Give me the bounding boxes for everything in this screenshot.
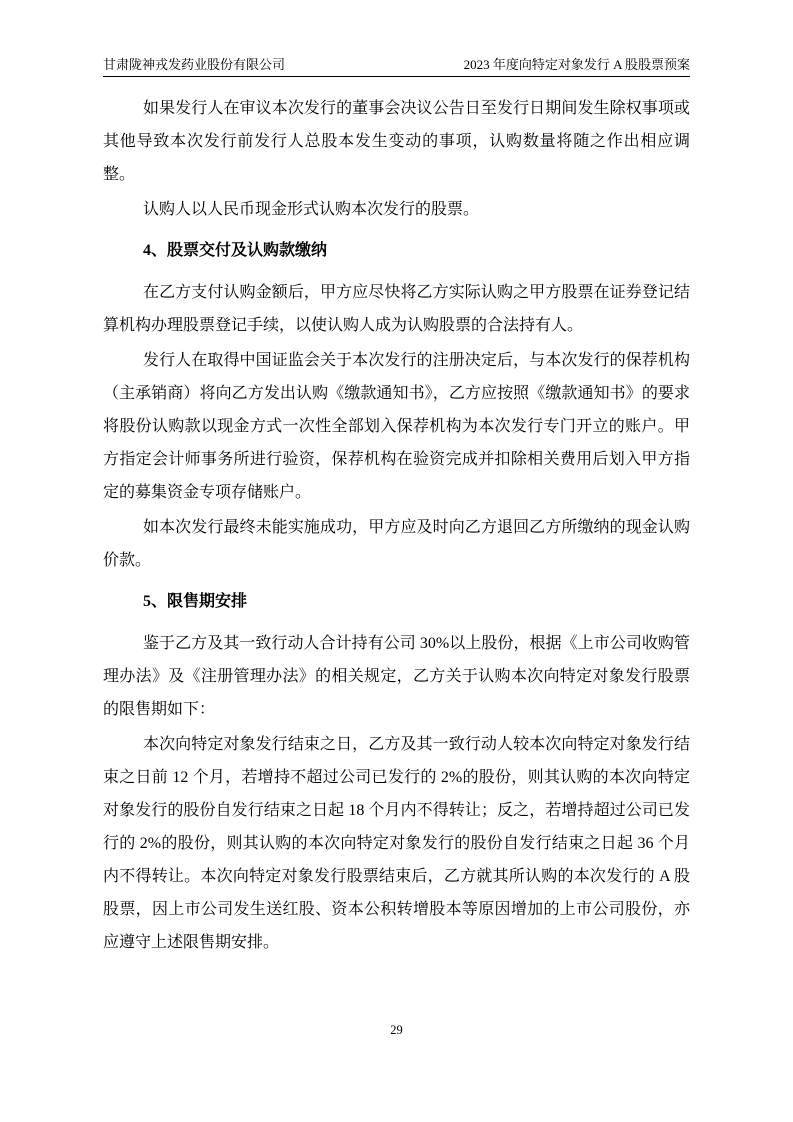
page-footer <box>0 1022 793 1038</box>
paragraph-lockup-terms: 本次向特定对象发行结束之日，乙方及其一致行动人较本次向特定对象发行结束之日前 12 个月，若增持不超过公司已发行的 2%的股份，则其认购的本次向特定对象发行的股份自发行结束之日起 18 个月内不得转让；反之，若增持超过公司已发行的 2%的股份，则其认购的本次向特定对象发行的股份自发行结束之日起 36 个月内不得转让。本次向特定对象发行股票结束后，乙方就其所认购的本次发行的 A 股股票，因上市公司发生送红股、资本公积转增股本等原因增加的上市公司股份，亦应遵守上述限售期安排。 <box>103 736 690 951</box>
paragraph-refund-clause: 如本次发行最终未能实施成功，甲方应及时向乙方退回乙方所缴纳的现金认购价款。 <box>103 519 690 569</box>
header-company-name: 甘肃陇神戎发药业股份有限公司 <box>103 57 286 72</box>
document-body <box>103 92 690 961</box>
paragraph-adjustment-clause: 如果发行人在审议本次发行的董事会决议公告日至发行日期间发生除权事项或其他导致本次发行前发行人总股本发生变动的事项，认购数量将随之作出相应调整。 <box>103 100 690 183</box>
page-number: 29 <box>390 1023 403 1037</box>
paragraph-share-registration: 在乙方支付认购金额后，甲方应尽快将乙方实际认购之甲方股票在证券登记结算机构办理股票登记手续，以使认购人成为认购股票的合法持有人。 <box>103 284 690 334</box>
paragraph-cash-subscription: 认购人以人民币现金形式认购本次发行的股票。 <box>143 201 480 218</box>
section-heading-5: 5、限售期安排 <box>143 593 248 610</box>
paragraph-payment-notice: 发行人在取得中国证监会关于本次发行的注册决定后，与本次发行的保荐机构（主承销商）将向乙方发出认购《缴款通知书》，乙方应按照《缴款通知书》的要求将股份认购款以现金方式一次性全部划入保荐机构为本次发行专门开立的账户。甲方指定会计师事务所进行验资，保荐机构在验资完成并扣除相关费用后划入甲方指定的募集资金专项存储账户。 <box>103 352 690 501</box>
page-header <box>103 56 690 77</box>
paragraph-lockup-basis: 鉴于乙方及其一致行动人合计持有公司 30%以上股份，根据《上市公司收购管理办法》及《注册管理办法》的相关规定，乙方关于认购本次向特定对象发行股票的限售期如下： <box>103 635 690 718</box>
section-heading-4: 4、股票交付及认购款缴纳 <box>143 242 328 259</box>
header-document-title: 2023 年度向特定对象发行 A 股股票预案 <box>463 57 690 72</box>
